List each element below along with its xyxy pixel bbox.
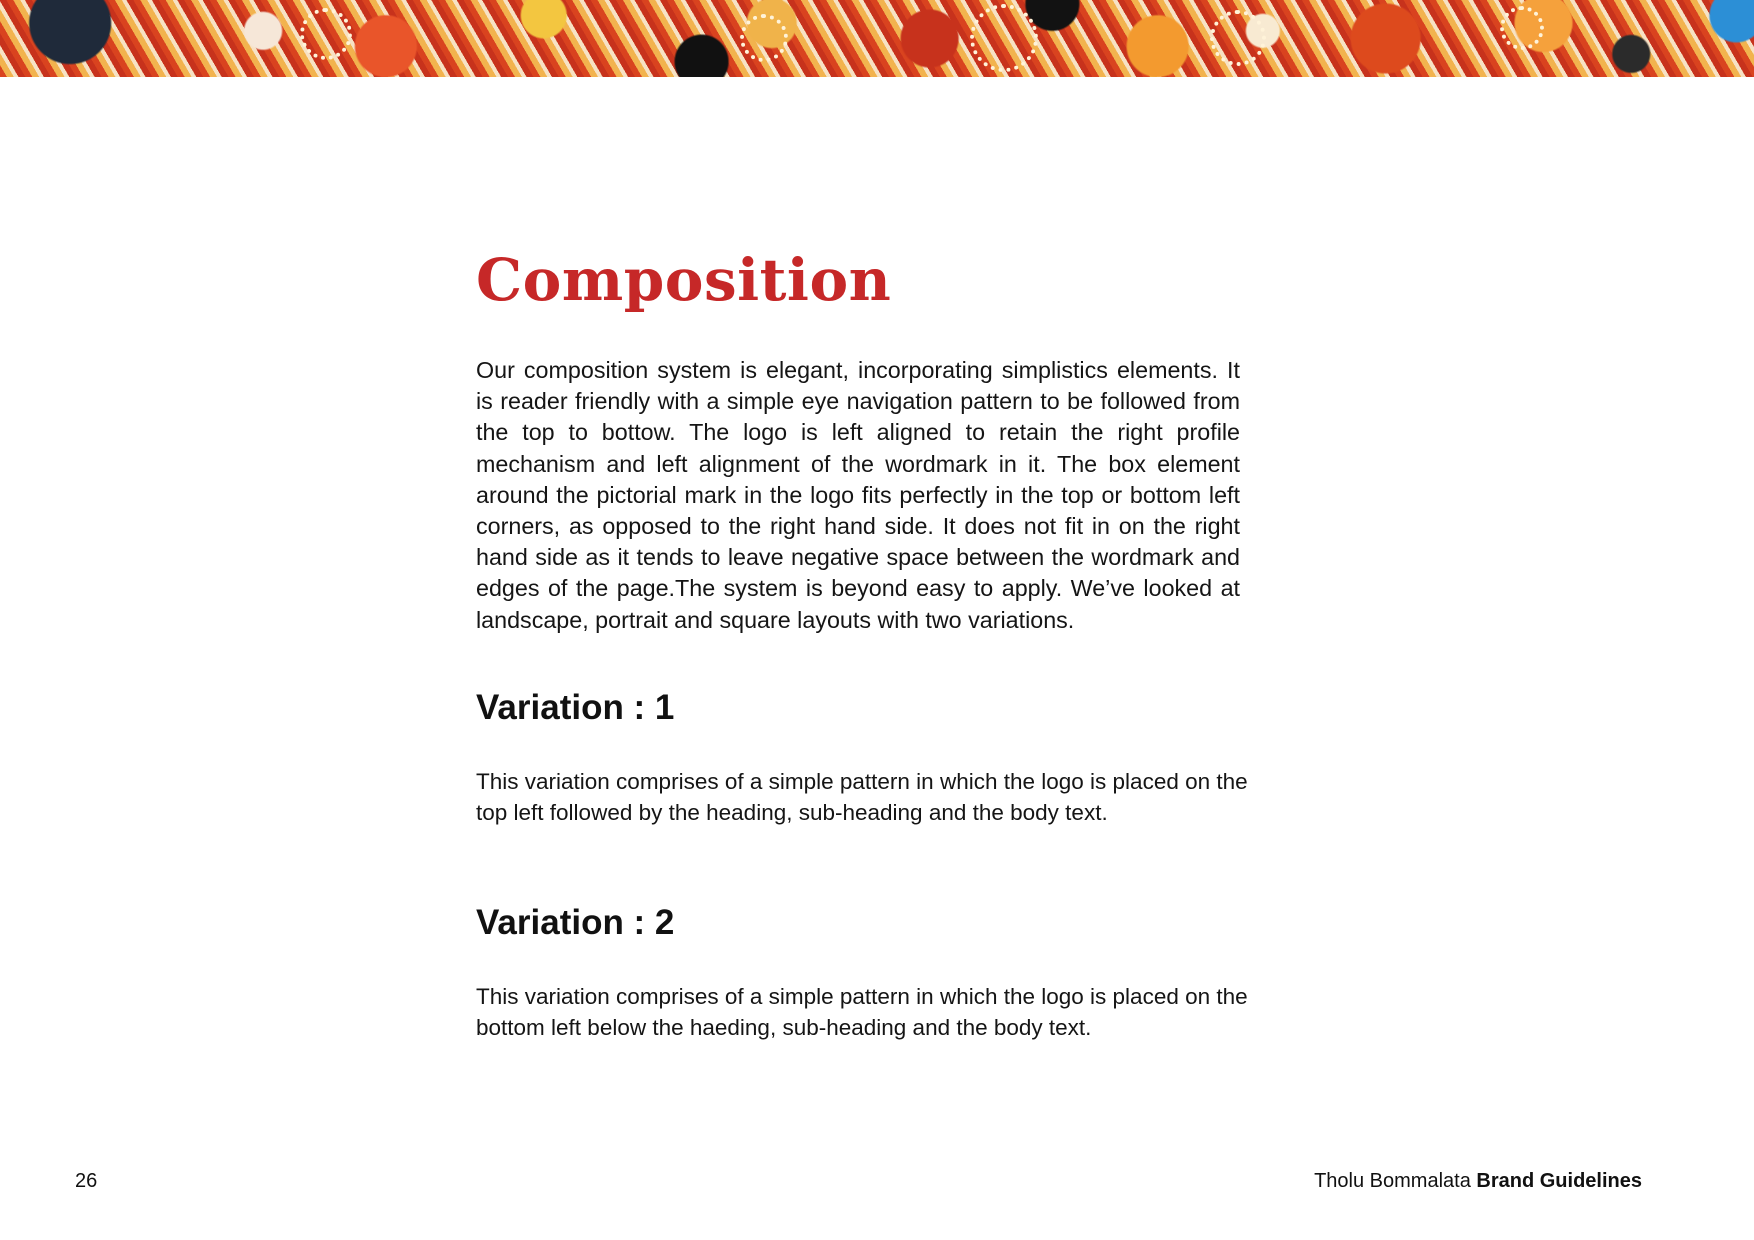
page-number: 26: [75, 1170, 98, 1192]
variation-1-body: [476, 766, 1256, 828]
intro-paragraph: Our composition system is elegant, incorporating simplistics elements. It is reader friendly with a simple eye navigation pattern to be followed from the top to bottow. The logo is left aligned to retain the right profile mechanism and left alignment of the wordmark in it. The box element around the pictorial mark in the logo fits perfectly in the top or bottom left corners, as opposed to the right hand side. It does not fit in on the right hand side as it tends to leave negative space between the wordmark and edges of the page.The system is beyond easy to apply. We’ve looked at landscape, portrait and square layouts with two variations.: [476, 357, 1240, 633]
variation-2-heading: Variation : 2: [476, 903, 675, 942]
variation-2-line-1: This variation comprises of a simple pattern in which the logo is placed on the: [476, 984, 1248, 1009]
variation-2-line-2: bottom left below the haeding, sub-heading and the body text.: [476, 1015, 1092, 1040]
footer-brand-name: Tholu Bommalata: [1314, 1170, 1471, 1192]
footer-brand: [1314, 1168, 1642, 1194]
footer-brand-suffix: Brand Guidelines: [1476, 1170, 1642, 1192]
page-title: Composition: [476, 246, 892, 314]
variation-1-line-2: top left followed by the heading, sub-heading and the body text.: [476, 800, 1108, 825]
variation-1-heading: Variation : 1: [476, 688, 675, 727]
decorative-banner-image: [0, 0, 1754, 77]
variation-2-body: [476, 981, 1256, 1043]
variation-1-line-1: This variation comprises of a simple pattern in which the logo is placed on the: [476, 769, 1248, 794]
